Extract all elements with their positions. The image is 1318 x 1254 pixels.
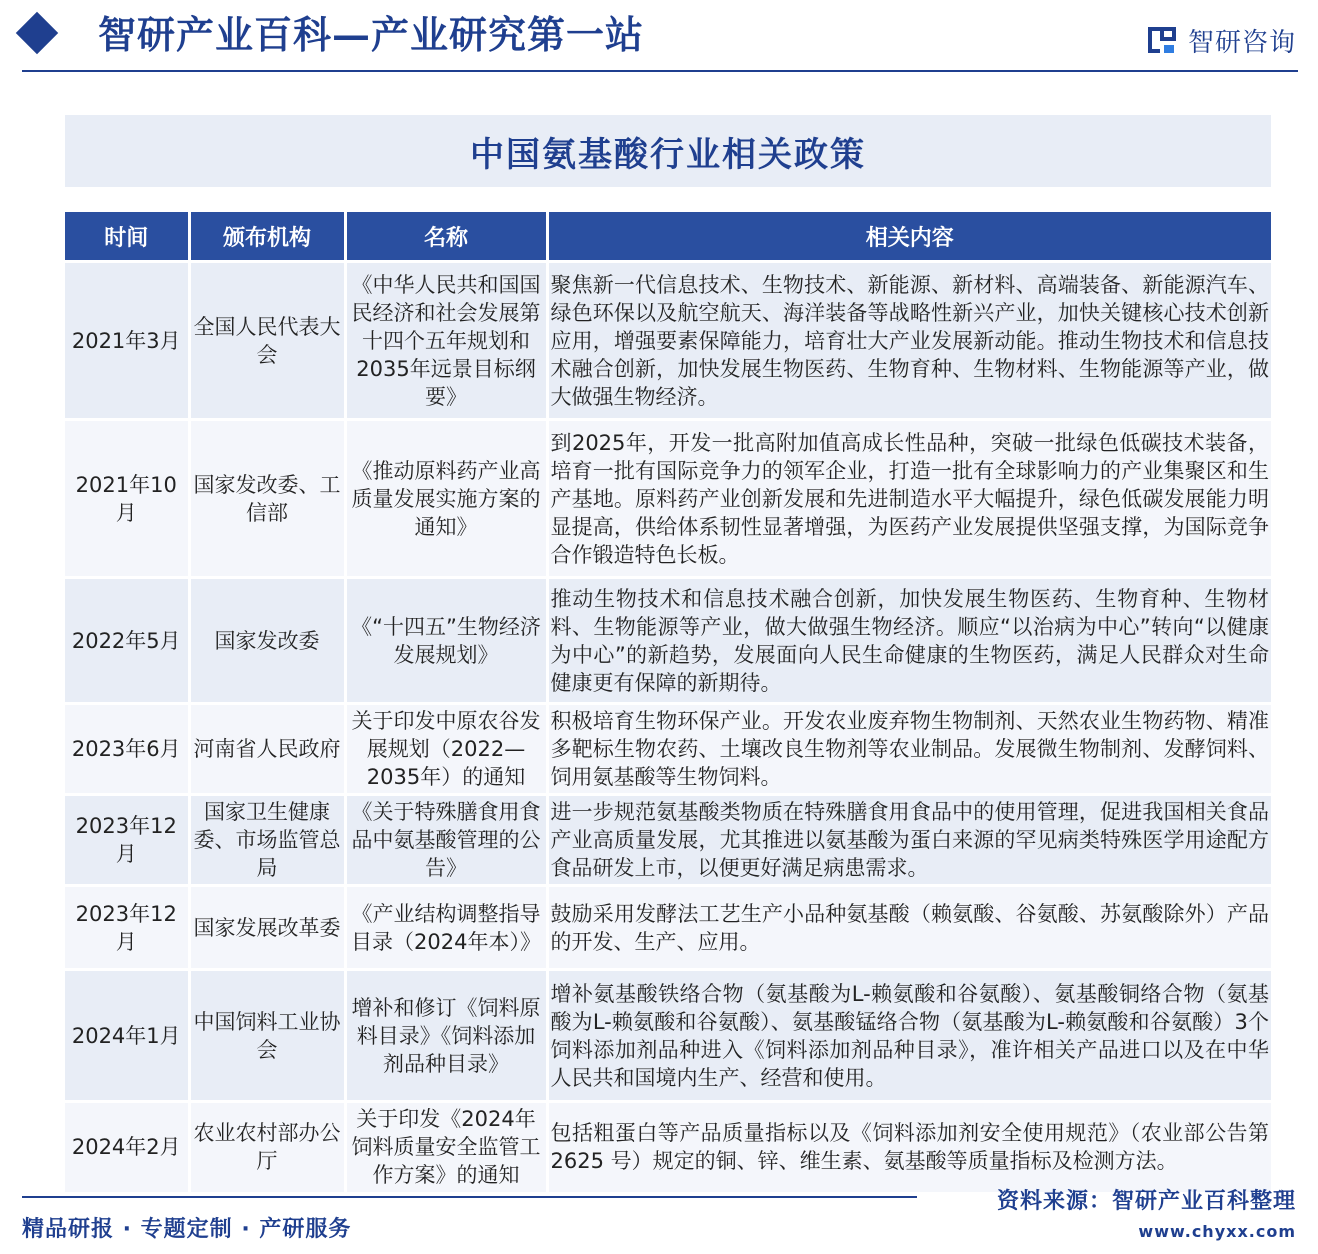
cell-org: 国家卫生健康委、市场监管总局: [189, 795, 345, 886]
cell-org: 中国饲料工业协会: [189, 970, 345, 1102]
cell-time: 2024年1月: [65, 970, 189, 1102]
cell-name: 《中华人民共和国国民经济和社会发展第十四个五年规划和2035年远景目标纲要》: [345, 262, 547, 420]
cell-time: 2021年10月: [65, 420, 189, 578]
column-header-content: 相关内容: [547, 212, 1271, 262]
cell-org: 全国人民代表大会: [189, 262, 345, 420]
table-row: [65, 1102, 1271, 1192]
cell-name: 关于印发中原农谷发展规划（2022—2035年）的通知: [345, 704, 547, 795]
cell-content: 推动生物技术和信息技术融合创新，加快发展生物医药、生物育种、生物材料、生物能源等产业，做大做强生物经济。顺应“以治病为中心”转向“以健康为中心”的新趋势，发展面向人民生命健康的生物医药，满足人民群众对生命健康更有保障的新期待。: [547, 578, 1271, 704]
cell-time: 2023年12月: [65, 886, 189, 970]
table-row: [65, 262, 1271, 420]
diamond-icon: [16, 12, 58, 54]
logo-icon: [1146, 23, 1180, 57]
cell-content: 到2025年，开发一批高附加值高成长性品种，突破一批绿色低碳技术装备，培育一批有国际竞争力的领军企业，打造一批有全球影响力的产业集聚区和生产基地。原料药产业创新发展和先进制造水平大幅提升，绿色低碳发展能力明显提高，供给体系韧性显著增强，为医药产业发展提供坚强支撑，为国际竞争合作锻造特色长板。: [547, 420, 1271, 578]
cell-time: 2024年2月: [65, 1102, 189, 1192]
cell-org: 国家发改委: [189, 578, 345, 704]
table-row: [65, 886, 1271, 970]
table-row: [65, 420, 1271, 578]
cell-org: 农业农村部办公厅: [189, 1102, 345, 1192]
cell-content: 鼓励采用发酵法工艺生产小品种氨基酸（赖氨酸、谷氨酸、苏氨酸除外）产品的开发、生产、应用。: [547, 886, 1271, 970]
cell-time: 2023年12月: [65, 795, 189, 886]
cell-content: 包括粗蛋白等产品质量指标以及《饲料添加剂安全使用规范》（农业部公告第 2625 号）规定的铜、锌、维生素、氨基酸等质量指标及检测方法。: [547, 1102, 1271, 1192]
cell-name: 增补和修订《饲料原料目录》《饲料添加剂品种目录》: [345, 970, 547, 1102]
column-header-org: 颁布机构: [189, 212, 345, 262]
cell-org: 河南省人民政府: [189, 704, 345, 795]
cell-content: 积极培育生物环保产业。开发农业废弃物生物制剂、天然农业生物药物、精准多靶标生物农药、土壤改良生物剂等农业制品。发展微生物制剂、发酵饲料、饲用氨基酸等生物饲料。: [547, 704, 1271, 795]
column-header-time: 时间: [65, 212, 189, 262]
table-row: [65, 795, 1271, 886]
brand-logo[interactable]: [1146, 22, 1296, 58]
site-url-link[interactable]: www.chyxx.com: [1138, 1222, 1296, 1241]
footer-slogan: 精品研报 · 专题定制 · 产研服务: [22, 1217, 352, 1242]
document-title-band: [65, 115, 1271, 187]
cell-time: 2023年6月: [65, 704, 189, 795]
cell-org: 国家发改委、工信部: [189, 420, 345, 578]
cell-name: 《“十四五”生物经济发展规划》: [345, 578, 547, 704]
footer-divider: [22, 1196, 917, 1198]
cell-time: 2021年3月: [65, 262, 189, 420]
cell-time: 2022年5月: [65, 578, 189, 704]
source-note: 资料来源：智研产业百科整理: [996, 1189, 1296, 1214]
cell-name: 《关于特殊膳食用食品中氨基酸管理的公告》: [345, 795, 547, 886]
cell-name: 《推动原料药产业高质量发展实施方案的通知》: [345, 420, 547, 578]
column-header-name: 名称: [345, 212, 547, 262]
cell-content: 增补氨基酸铁络合物（氨基酸为L-赖氨酸和谷氨酸）、氨基酸铜络合物（氨基酸为L-赖氨酸和谷氨酸）、氨基酸锰络合物（氨基酸为L-赖氨酸和谷氨酸）3个饲料添加剂品种进入《饲料添加剂品种目录》，准许相关产品进口以及在中华人民共和国境内生产、经营和使用。: [547, 970, 1271, 1102]
header-divider: [22, 70, 1298, 72]
cell-name: 关于印发《2024年饲料质量安全监管工作方案》的通知: [345, 1102, 547, 1192]
cell-org: 国家发展改革委: [189, 886, 345, 970]
table-row: [65, 970, 1271, 1102]
cell-name: 《产业结构调整指导目录（2024年本）》: [345, 886, 547, 970]
table-header-row: [65, 212, 1271, 262]
page-header: [0, 0, 1318, 80]
table-row: [65, 578, 1271, 704]
table-row: [65, 704, 1271, 795]
site-title: 智研产业百科—产业研究第一站: [98, 12, 645, 57]
cell-content: 进一步规范氨基酸类物质在特殊膳食用食品中的使用管理，促进我国相关食品产业高质量发展，尤其推进以氨基酸为蛋白来源的罕见病类特殊医学用途配方食品研发上市，以便更好满足病患需求。: [547, 795, 1271, 886]
policy-table: [65, 212, 1271, 1192]
document-title: 中国氨基酸行业相关政策: [470, 134, 866, 175]
logo-text: 智研咨询: [1187, 27, 1296, 58]
cell-content: 聚焦新一代信息技术、生物技术、新能源、新材料、高端装备、新能源汽车、绿色环保以及航空航天、海洋装备等战略性新兴产业，加快关键核心技术创新应用，增强要素保障能力，培育壮大产业发展新动能。推动生物技术和信息技术融合创新，加快发展生物医药、生物育种、生物材料、生物能源等产业，做大做强生物经济。: [547, 262, 1271, 420]
